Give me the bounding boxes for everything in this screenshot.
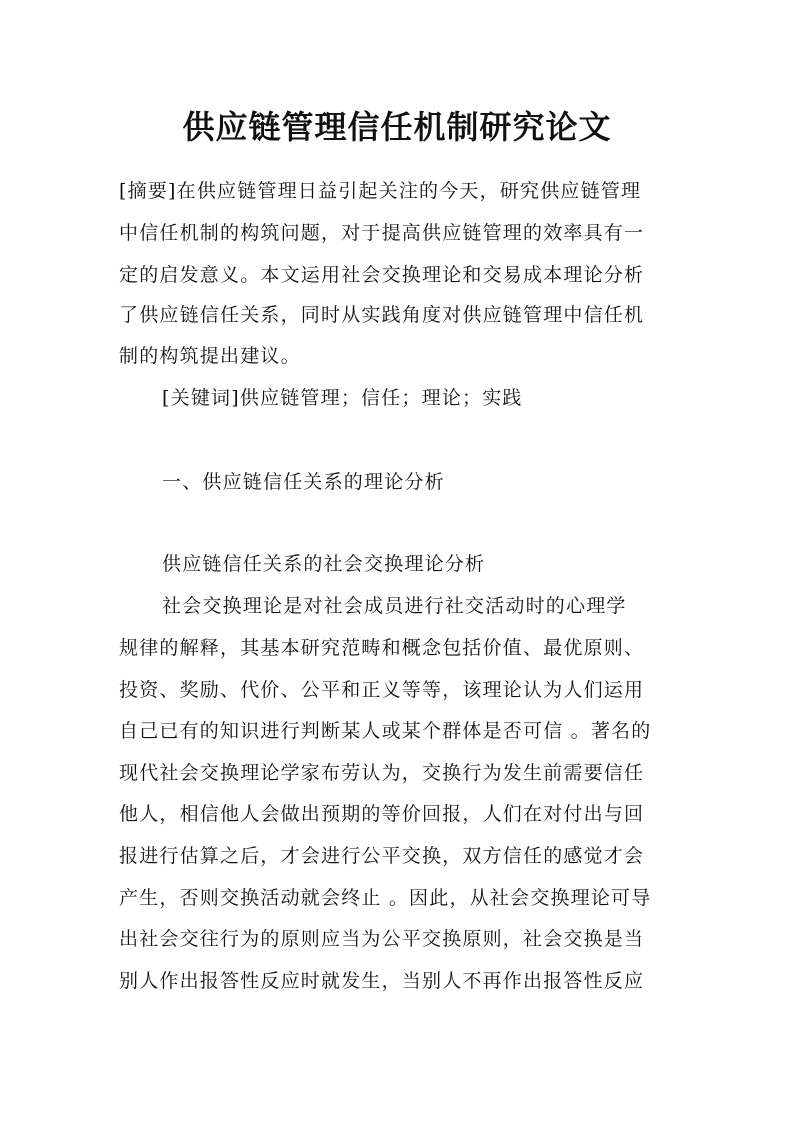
- abstract-line: 中信任机制的构筑问题，对于提高供应链管理的效率具有一: [119, 222, 645, 244]
- section-heading: 一、供应链信任关系的理论分析: [162, 471, 445, 493]
- abstract-line: 了供应链信任关系，同时从实践角度对供应链管理中信任机: [119, 304, 645, 326]
- abstract-line: 制的构筑提出建议。: [119, 345, 301, 367]
- keywords: [关键词]供应链管理；信任；理论；实践: [162, 387, 523, 409]
- abstract-line: 定的启发意义。本文运用社会交换理论和交易成本理论分析: [119, 264, 645, 286]
- body-line: 规律的解释，其基本研究范畴和概念包括价值、最优原则、: [119, 637, 645, 659]
- body-line: 自己已有的知识进行判断某人或某个群体是否可信 。著名的: [119, 720, 652, 742]
- body-line: 社会交换理论是对社会成员进行社交活动时的心理学: [162, 595, 627, 617]
- body-line: 出社会交往行为的原则应当为公平交换原则，社会交换是当: [119, 928, 645, 950]
- abstract-line: [摘要]在供应链管理日益引起关注的今天，研究供应链管理: [119, 180, 642, 202]
- document-title: 供应链管理信任机制研究论文: [182, 108, 612, 146]
- body-line: 产生，否则交换活动就会终止 。因此，从社会交换理论可导: [119, 887, 652, 909]
- body-line: 投资、奖励、代价、公平和正义等等，该理论认为人们运用: [119, 679, 645, 701]
- body-line: 他人，相信他人会做出预期的等价回报，人们在对付出与回: [119, 803, 645, 825]
- body-line: 现代社会交换理论学家布劳认为，交换行为发生前需要信任: [119, 762, 645, 784]
- subsection-heading: 供应链信任关系的社会交换理论分析: [162, 553, 486, 575]
- body-line: 别人作出报答性反应时就发生，当别人不再作出报答性反应: [119, 970, 645, 992]
- body-line: 报进行估算之后，才会进行公平交换，双方信任的感觉才会: [119, 845, 645, 867]
